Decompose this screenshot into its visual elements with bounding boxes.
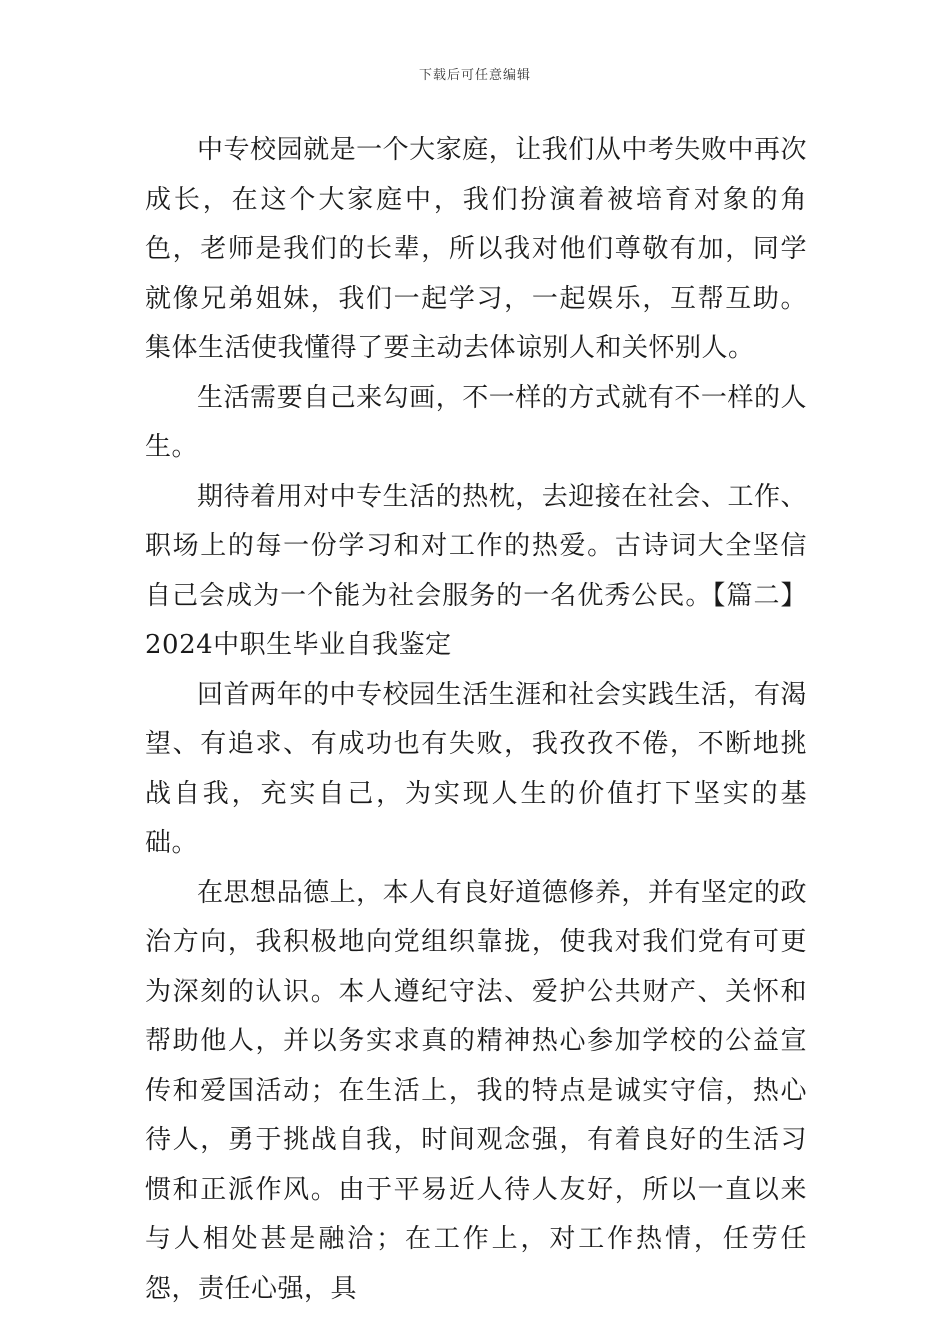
paragraph-campus-family: 中专校园就是一个大家庭，让我们从中考失败中再次成长，在这个大家庭中，我们扮演着被培育对象的角色，老师是我们的长辈，所以我对他们尊敬有加，同学就像兄弟姐妹，我们一起学习，一起娱乐，互帮互助。集体生活使我懂得了要主动去体谅别人和关怀别人。 — [145, 135, 807, 363]
paragraph-review: 回首两年的中专校园生活生涯和社会实践生活，有渴望、有追求、有成功也有失败，我孜孜不倦，不断地挑战自我，充实自己，为实现人生的价值打下坚实的基础。 — [145, 679, 807, 858]
document-body — [145, 126, 807, 1314]
paragraph-expectation: 期待着用对中专生活的热枕，去迎接在社会、工作、职场上的每一份学习和对工作的热爱。古诗词大全坚信自己会成为一个能为社会服务的一名优秀公民。【篇二】2024中职生毕业自我鉴定 — [145, 481, 807, 660]
paragraph-moral-character: 在思想品德上，本人有良好道德修养，并有坚定的政治方向，我积极地向党组织靠拢，使我对我们党有可更为深刻的认识。本人遵纪守法、爱护公共财产、关怀和帮助他人，并以务实求真的精神热心参加学校的公益宣传和爱国活动；在生活上，我的特点是诚实守信，热心待人，勇于挑战自我，时间观念强，有着良好的生活习惯和正派作风。由于平易近人待人友好，所以一直以来与人相处甚是融洽；在工作上，对工作热情，任劳任怨，责任心强，具 — [145, 877, 807, 1304]
paragraph-life-drawing: 生活需要自己来勾画，不一样的方式就有不一样的人生。 — [145, 382, 807, 462]
page-header: 下载后可任意编辑 — [418, 68, 531, 83]
